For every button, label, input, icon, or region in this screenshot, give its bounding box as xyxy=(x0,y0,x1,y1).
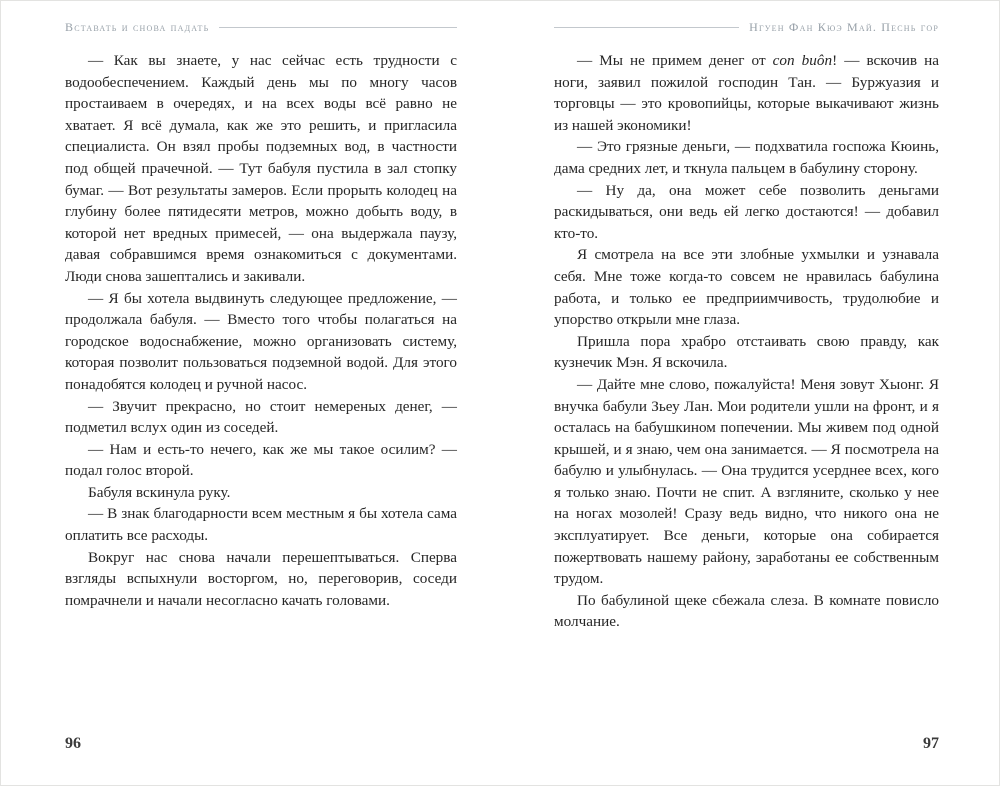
right-page-footer xyxy=(554,735,939,753)
header-rule xyxy=(554,27,739,28)
paragraph: — Это грязные деньги, — подхватила госпожа Кюинь, дама средних лет, и ткнула пальцем в бабулину сторону. xyxy=(554,138,939,177)
paragraph: — Я бы хотела выдвинуть следующее предложение, — продолжала бабуля. — Вместо того чтобы полагаться на городское водоснабжение, можно организовать систему, которая позволит пользоваться подземной водой. Для этого понадобятся колодец и ручной насос. xyxy=(65,289,457,393)
header-rule xyxy=(219,27,457,28)
text-segment: — Мы не примем денег от xyxy=(577,52,773,69)
paragraph: Вокруг нас снова начали перешептываться. Сперва взгляды вспыхнули восторгом, но, переговорив, соседи помрачнели и начали несогласно качать головами. xyxy=(65,548,457,609)
paragraph: — Звучит прекрасно, но стоит немереных денег, — подметил вслух один из соседей. xyxy=(65,397,457,437)
right-page xyxy=(554,19,939,767)
left-page-number: 96 xyxy=(65,735,81,752)
left-page xyxy=(65,19,457,767)
left-running-head xyxy=(65,19,457,35)
paragraph: Бабуля вскинула руку. xyxy=(88,483,231,501)
paragraph: — Как вы знаете, у нас сейчас есть трудности с водообеспечением. Каждый день мы по многу часов простаиваем в очередях, и на всех воды всё равно не хватает. Я всё думала, как же это решить, и пригласила специалиста. Он взял пробы подземных вод, в частности под общей прачечной. — Тут бабуля пустила в зал стопку бумаг. — Вот результаты замеров. Если прорыть колодец на глубину более пятидесяти метров, можно добыть воду, в которой нет вредных примесей, — она выдержала паузу, давая собравшимся время ознакомиться с документами. Люди снова зашептались и закивали. xyxy=(65,52,457,285)
left-running-title: Вставать и снова падать xyxy=(65,19,210,34)
paragraph xyxy=(554,50,939,136)
paragraph: — Нам и есть-то нечего, как же мы такое осилим? — подал голос второй. xyxy=(65,440,457,480)
right-page-number: 97 xyxy=(923,735,939,752)
paragraph: Пришла пора храбро отстаивать свою правду, как кузнечик Мэн. Я вскочила. xyxy=(554,332,939,372)
left-page-footer xyxy=(65,735,457,753)
paragraph: Я смотрела на все эти злобные ухмылки и узнавала себя. Мне тоже когда-то совсем не нравилась бабулина работа, и только ее предприимчивость, трудолюбие и упорство открыли мне глаза. xyxy=(554,246,939,329)
paragraph: — В знак благодарности всем местным я бы хотела сама оплатить все расходы. xyxy=(65,505,457,545)
paragraph: По бабулиной щеке сбежала слеза. В комнате повисло молчание. xyxy=(554,591,939,631)
text-segment: con buôn xyxy=(772,52,833,69)
right-running-head xyxy=(554,19,939,35)
paragraph: — Дайте мне слово, пожалуйста! Меня зовут Хыонг. Я внучка бабули Зьеу Лан. Мои родители ушли на фронт, и я осталась на бабушкином попечении. Мы живем под одной крышей, и я знаю, чем она занимается. — Я посмотрела на бабулю и улыбнулась. — Она трудится усерднее всех, кого я только знаю. Почти не спит. А взгляните, сколько у нее на ногах мозолей! Сразу ведь видно, что никого она не эксплуатирует. Все деньги, которые она собирается пожертвовать нашему району, заработаны ее собственным трудом. xyxy=(554,375,939,588)
right-running-title: Нгуен Фан Кюэ Май. Песнь гор xyxy=(749,19,939,34)
paragraph: — Ну да, она может себе позволить деньгами раскидываться, они ведь ей легко достаются! — добавил кто-то. xyxy=(554,181,939,242)
left-page-body xyxy=(65,50,457,611)
right-page-body xyxy=(554,50,939,633)
text-segment: ! — вскочив на ноги, заявил пожилой господин Тан. — Буржуазия и торговцы — это кровопийцы, которые выкачивают жизнь из нашей экономики! xyxy=(554,52,939,134)
